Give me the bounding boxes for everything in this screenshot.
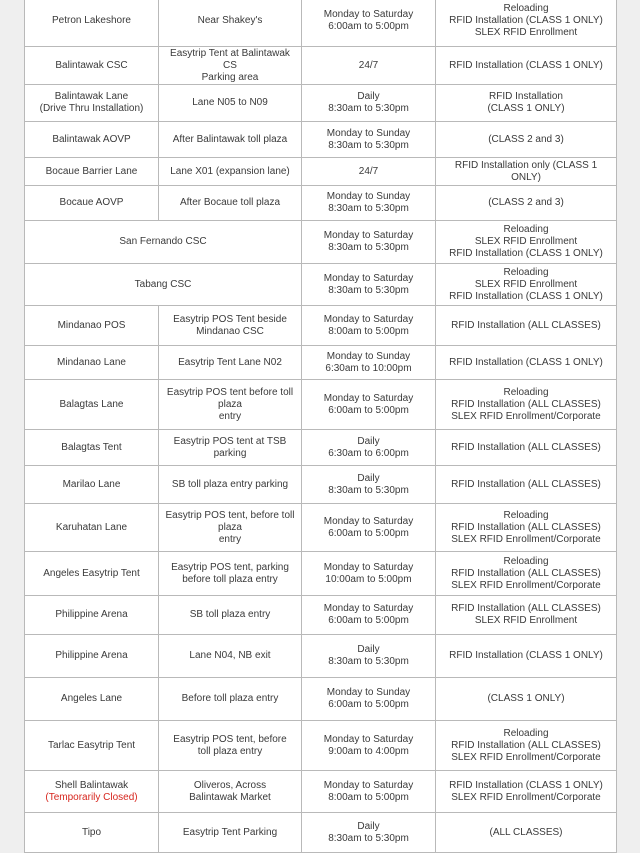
table-row: [25, 158, 617, 186]
location-cell-line: Karuhatan Lane: [55, 521, 128, 533]
table-row: [25, 0, 617, 47]
location-cell: [25, 0, 159, 47]
services-cell-line: (CLASS 2 and 3): [488, 133, 564, 145]
hours-cell: [302, 158, 436, 186]
location-cell: [25, 47, 159, 85]
hours-cell-line: 10:00am to 5:00pm: [325, 573, 412, 585]
area-cell-line: entry: [218, 410, 242, 422]
hours-cell-line: Daily: [357, 644, 380, 655]
table-row: [25, 346, 617, 380]
area-cell-line: Lane N05 to N09: [192, 97, 268, 108]
hours-cell-line: Monday to Saturday: [323, 515, 414, 527]
hours-cell-line: 8:30am to 5:30pm: [328, 284, 409, 296]
location-cell-line: Philippine Arena: [55, 609, 128, 620]
services-cell: [436, 47, 617, 85]
services-cell-line: SLEX RFID Enrollment: [474, 615, 578, 626]
location-cell: [25, 678, 159, 721]
location-cell-line: Tabang CSC: [134, 278, 192, 290]
area-cell: [159, 430, 302, 466]
services-cell-line: RFID Installation (ALL CLASSES): [451, 478, 601, 490]
location-cell: [25, 430, 159, 466]
services-cell-line: RFID Installation (CLASS 1 ONLY): [449, 14, 603, 26]
services-cell: [436, 635, 617, 678]
hours-cell-line: 6:30am to 10:00pm: [325, 362, 412, 374]
location-cell-line: Tipo: [81, 826, 102, 838]
hours-cell: [302, 813, 436, 853]
services-cell: [436, 678, 617, 721]
services-cell-line: RFID Installation (ALL CLASSES): [451, 567, 601, 579]
location-cell: [25, 504, 159, 552]
area-cell-line: Oliveros, Across: [193, 779, 267, 791]
services-cell-line: RFID Installation: [489, 91, 563, 102]
table-row: [25, 635, 617, 678]
hours-cell-line: 8:30am to 5:30pm: [328, 656, 409, 667]
table-row: [25, 678, 617, 721]
services-cell: [436, 85, 617, 122]
hours-cell: [302, 122, 436, 158]
services-cell-line: RFID Installation (CLASS 1 ONLY): [449, 356, 603, 368]
area-cell-line: entry: [218, 533, 242, 545]
area-cell: [159, 47, 302, 85]
table-row: [25, 85, 617, 122]
area-cell-line: SB toll plaza entry: [189, 609, 271, 620]
location-cell: [25, 721, 159, 771]
area-cell-line: Easytrip POS tent before toll plaza: [166, 386, 294, 410]
hours-cell-line: Monday to Sunday: [326, 350, 411, 362]
hours-cell-line: 8:30am to 5:30pm: [328, 139, 409, 151]
location-cell: [25, 221, 302, 264]
table-row: [25, 264, 617, 306]
hours-cell: [302, 635, 436, 678]
area-cell: [159, 306, 302, 346]
hours-cell-line: 6:30am to 6:00pm: [328, 447, 409, 459]
area-cell: [159, 380, 302, 430]
services-cell-line: RFID Installation (ALL CLASSES): [451, 521, 601, 533]
area-cell: [159, 85, 302, 122]
hours-cell: [302, 186, 436, 221]
area-cell-line: before toll plaza entry: [182, 573, 278, 585]
hours-cell: [302, 221, 436, 264]
hours-cell-line: 8:00am to 5:00pm: [328, 325, 409, 337]
services-cell-line: Reloading: [503, 555, 549, 567]
services-cell: [436, 264, 617, 306]
services-cell-line: SLEX RFID Enrollment/Corporate: [451, 533, 601, 545]
location-cell-line: Angeles Lane: [60, 693, 123, 704]
location-cell: [25, 122, 159, 158]
area-cell-line: Mindanao CSC: [196, 325, 264, 337]
area-cell: [159, 813, 302, 853]
services-cell-line: RFID Installation (CLASS 1 ONLY): [449, 290, 603, 302]
location-cell-line: Balintawak AOVP: [52, 133, 131, 145]
hours-cell: [302, 85, 436, 122]
hours-cell-line: Monday to Saturday: [323, 779, 414, 791]
services-cell: [436, 466, 617, 504]
table-row: [25, 122, 617, 158]
services-cell: [436, 306, 617, 346]
hours-cell: [302, 596, 436, 635]
area-cell-line: SB toll plaza entry parking: [171, 478, 289, 490]
hours-cell: [302, 721, 436, 771]
table-row: [25, 186, 617, 221]
services-cell: [436, 596, 617, 635]
location-cell-line: Balintawak CSC: [55, 59, 128, 71]
services-cell: [436, 186, 617, 221]
services-cell-line: SLEX RFID Enrollment: [474, 236, 578, 247]
area-cell: [159, 158, 302, 186]
area-cell: [159, 721, 302, 771]
services-cell: [436, 771, 617, 813]
location-cell: [25, 186, 159, 221]
services-cell: [436, 346, 617, 380]
services-cell-line: (ALL CLASSES): [489, 826, 563, 838]
hours-cell-line: 24/7: [358, 59, 379, 71]
location-cell: [25, 466, 159, 504]
hours-cell: [302, 504, 436, 552]
area-cell-line: Easytrip POS Tent beside: [173, 313, 287, 325]
table-row: [25, 221, 617, 264]
services-cell: [436, 122, 617, 158]
area-cell: [159, 635, 302, 678]
hours-cell-line: Daily: [357, 472, 380, 484]
hours-cell: [302, 306, 436, 346]
hours-cell: [302, 552, 436, 596]
area-cell: [159, 466, 302, 504]
services-cell-line: RFID Installation (ALL CLASSES): [451, 319, 601, 331]
table-row: [25, 47, 617, 85]
rfid-locations-table: [24, 0, 617, 853]
area-cell: [159, 122, 302, 158]
table-row: [25, 380, 617, 430]
hours-cell-line: Monday to Saturday: [323, 8, 414, 20]
table-row: [25, 504, 617, 552]
hours-cell: [302, 346, 436, 380]
hours-cell: [302, 47, 436, 85]
services-cell: [436, 380, 617, 430]
location-cell-line: Balagtas Lane: [59, 398, 124, 410]
hours-cell-line: 24/7: [358, 165, 379, 177]
location-cell: [25, 158, 159, 186]
hours-cell-line: 6:00am to 5:00pm: [328, 404, 409, 416]
location-cell-line: Shell Balintawak: [54, 779, 129, 791]
location-cell-line: Balagtas Tent: [61, 441, 122, 453]
location-cell-line: Mindanao POS: [57, 319, 126, 331]
hours-cell-line: Monday to Sunday: [326, 191, 411, 202]
services-cell-line: RFID Installation only (CLASS 1 ONLY): [454, 159, 598, 183]
services-cell: [436, 552, 617, 596]
area-cell: [159, 771, 302, 813]
hours-cell: [302, 264, 436, 306]
area-cell-line: Lane N04, NB exit: [189, 650, 271, 661]
services-cell-line: Reloading: [503, 509, 549, 521]
services-cell-line: RFID Installation (ALL CLASSES): [451, 603, 601, 614]
area-cell: [159, 678, 302, 721]
services-cell-line: Reloading: [503, 2, 549, 14]
services-cell-line: Reloading: [503, 727, 549, 739]
services-cell-line: (CLASS 1 ONLY): [487, 693, 565, 704]
location-cell: [25, 380, 159, 430]
location-cell: [25, 552, 159, 596]
hours-cell: [302, 0, 436, 47]
services-cell-line: (CLASS 1 ONLY): [487, 103, 565, 114]
closed-note: (Temporarily Closed): [45, 791, 138, 803]
location-cell: [25, 346, 159, 380]
hours-cell-line: Monday to Sunday: [326, 127, 411, 139]
location-cell-line: Philippine Arena: [55, 650, 128, 661]
location-cell: [25, 771, 159, 813]
table-row: [25, 306, 617, 346]
services-cell-line: RFID Installation (ALL CLASSES): [451, 441, 601, 453]
hours-cell-line: 9:00am to 4:00pm: [328, 745, 409, 757]
area-cell-line: Easytrip Tent Lane N02: [178, 356, 282, 368]
services-cell: [436, 158, 617, 186]
location-cell-line: Angeles Easytrip Tent: [43, 567, 140, 579]
hours-cell-line: 8:30am to 5:30pm: [328, 484, 409, 496]
area-cell-line: Near Shakey's: [197, 14, 263, 26]
hours-cell-line: 6:00am to 5:00pm: [328, 615, 409, 626]
location-cell-line: Tarlac Easytrip Tent: [47, 739, 136, 751]
table-row: [25, 596, 617, 635]
hours-cell: [302, 771, 436, 813]
services-cell-line: RFID Installation (ALL CLASSES): [451, 398, 601, 410]
services-cell-line: SLEX RFID Enrollment/Corporate: [451, 751, 601, 763]
area-cell: [159, 0, 302, 47]
hours-cell: [302, 380, 436, 430]
services-cell: [436, 430, 617, 466]
hours-cell-line: Monday to Sunday: [326, 687, 411, 698]
location-cell: [25, 596, 159, 635]
hours-cell-line: Monday to Saturday: [323, 603, 414, 614]
hours-cell-line: 8:30am to 5:30pm: [328, 832, 409, 844]
hours-cell-line: Monday to Saturday: [323, 392, 414, 404]
location-cell: [25, 85, 159, 122]
services-cell-line: RFID Installation (CLASS 1 ONLY): [449, 248, 603, 259]
table-row: [25, 552, 617, 596]
hours-cell-line: 8:00am to 5:00pm: [328, 791, 409, 803]
services-cell-line: SLEX RFID Enrollment: [474, 278, 578, 290]
services-cell-line: Reloading: [503, 386, 549, 398]
hours-cell-line: Monday to Saturday: [323, 230, 414, 241]
area-cell: [159, 596, 302, 635]
area-cell-line: Easytrip Tent Parking: [182, 826, 278, 838]
table-row: [25, 771, 617, 813]
area-cell: [159, 186, 302, 221]
area-cell-line: Parking area: [201, 71, 259, 83]
location-cell-line: Petron Lakeshore: [52, 14, 131, 26]
services-cell-line: Reloading: [503, 224, 549, 235]
hours-cell-line: Daily: [357, 435, 380, 447]
services-cell-line: RFID Installation (CLASS 1 ONLY): [449, 779, 603, 791]
location-cell-line: (Drive Thru Installation): [39, 103, 144, 114]
location-cell: [25, 264, 302, 306]
services-cell: [436, 813, 617, 853]
location-cell-line: Bocaue Barrier Lane: [45, 165, 138, 177]
table-row: [25, 466, 617, 504]
location-cell-line: Mindanao Lane: [57, 356, 126, 368]
services-cell-line: RFID Installation (CLASS 1 ONLY): [449, 650, 603, 661]
area-cell-line: Easytrip Tent at Balintawak CS: [170, 47, 290, 71]
services-cell-line: Reloading: [503, 266, 549, 278]
location-cell: [25, 306, 159, 346]
area-cell: [159, 504, 302, 552]
services-cell: [436, 221, 617, 264]
area-cell: [159, 346, 302, 380]
hours-cell-line: Monday to Saturday: [323, 313, 414, 325]
hours-cell-line: 8:30am to 5:30pm: [328, 203, 409, 214]
hours-cell-line: Monday to Saturday: [323, 272, 414, 284]
hours-cell-line: Monday to Saturday: [323, 733, 414, 745]
area-cell-line: Easytrip POS tent, before: [173, 733, 287, 745]
location-cell: [25, 813, 159, 853]
area-cell-line: Easytrip POS tent, parking: [171, 561, 289, 573]
location-cell: [25, 635, 159, 678]
location-cell-line: Bocaue AOVP: [59, 197, 124, 208]
hours-cell-line: 6:00am to 5:00pm: [328, 20, 409, 32]
hours-cell-line: 6:00am to 5:00pm: [328, 699, 409, 710]
area-cell-line: toll plaza entry: [197, 745, 263, 757]
hours-cell-line: 6:00am to 5:00pm: [328, 527, 409, 539]
services-cell-line: (CLASS 2 and 3): [488, 197, 564, 208]
hours-cell: [302, 430, 436, 466]
hours-cell: [302, 466, 436, 504]
area-cell-line: Balintawak Market: [189, 791, 271, 803]
services-cell-line: SLEX RFID Enrollment/Corporate: [451, 791, 601, 803]
area-cell: [159, 552, 302, 596]
hours-cell-line: Monday to Saturday: [323, 561, 414, 573]
area-cell-line: Easytrip POS tent, before toll plaza: [165, 509, 295, 533]
area-cell-line: Before toll plaza entry: [181, 693, 279, 704]
services-cell-line: SLEX RFID Enrollment: [474, 26, 578, 38]
services-cell: [436, 721, 617, 771]
services-cell-line: SLEX RFID Enrollment/Corporate: [451, 579, 601, 591]
area-cell-line: After Balintawak toll plaza: [172, 133, 288, 145]
location-cell-line: Balintawak Lane: [54, 91, 129, 102]
hours-cell-line: Daily: [357, 820, 380, 832]
table-body: [25, 0, 617, 853]
table-row: [25, 721, 617, 771]
location-cell-line: San Fernando CSC: [119, 236, 207, 247]
services-cell-line: RFID Installation (CLASS 1 ONLY): [449, 59, 603, 71]
hours-cell-line: Daily: [357, 91, 380, 102]
location-cell-line: Marilao Lane: [62, 478, 121, 490]
services-cell: [436, 0, 617, 47]
area-cell-line: Easytrip POS tent at TSB parking: [173, 435, 287, 459]
services-cell-line: RFID Installation (ALL CLASSES): [451, 739, 601, 751]
table-row: [25, 813, 617, 853]
area-cell-line: Lane X01 (expansion lane): [170, 165, 290, 177]
hours-cell: [302, 678, 436, 721]
area-cell-line: After Bocaue toll plaza: [179, 197, 281, 208]
hours-cell-line: 8:30am to 5:30pm: [328, 103, 409, 114]
table-row: [25, 430, 617, 466]
services-cell-line: SLEX RFID Enrollment/Corporate: [451, 410, 601, 422]
hours-cell-line: 8:30am to 5:30pm: [328, 242, 409, 253]
services-cell: [436, 504, 617, 552]
